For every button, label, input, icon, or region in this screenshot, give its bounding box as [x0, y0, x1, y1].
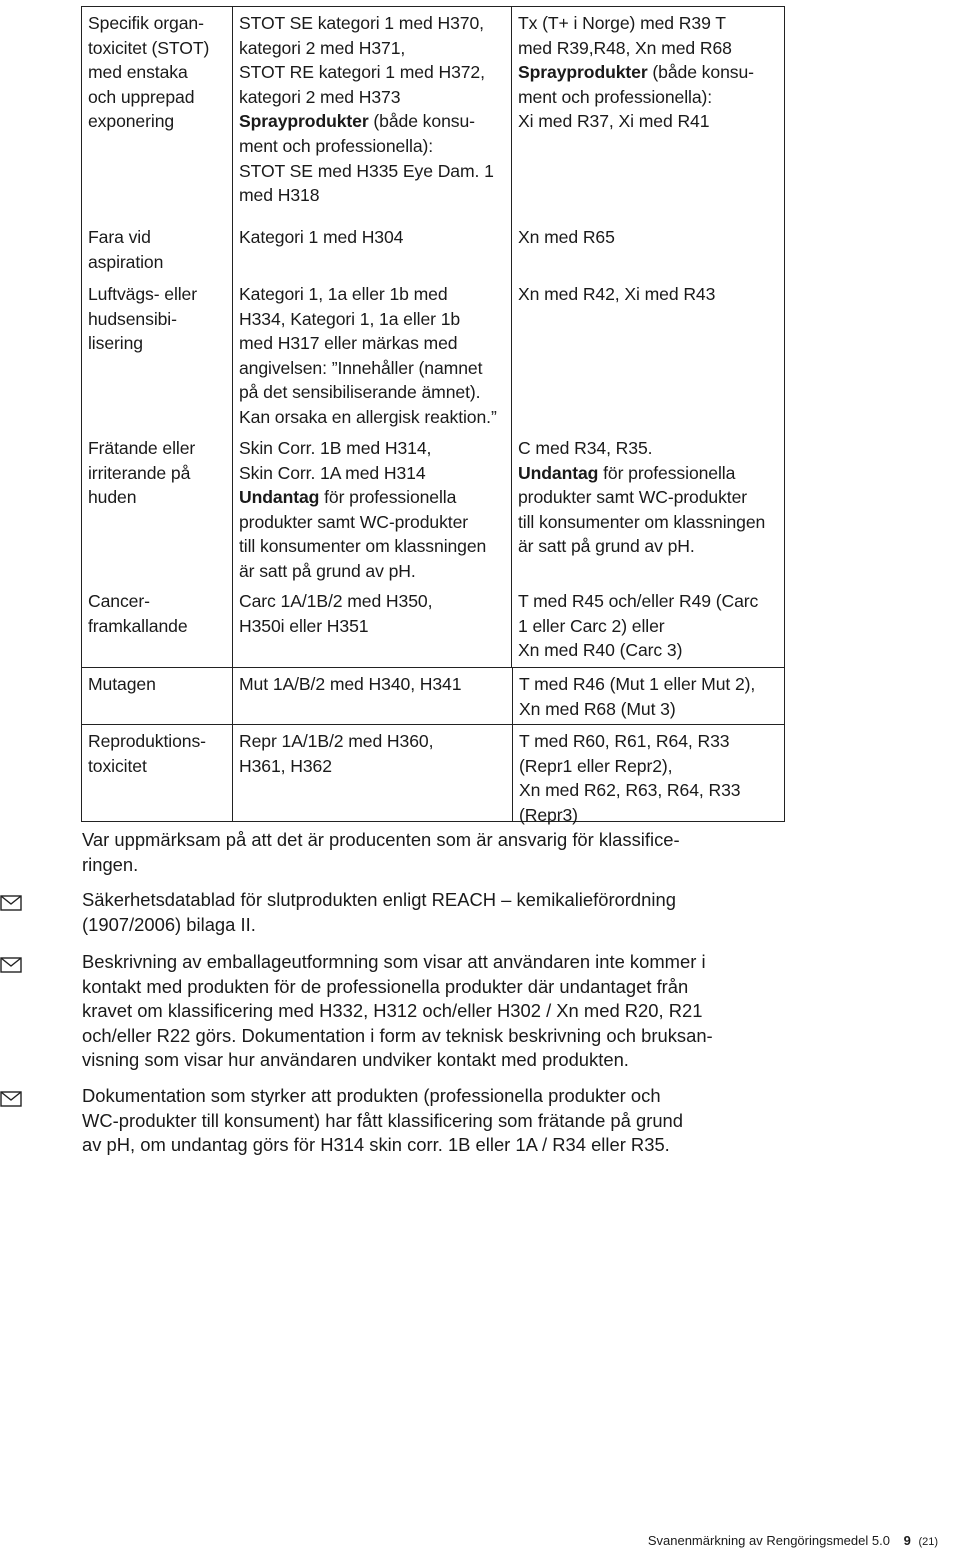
table-row — [82, 724, 784, 825]
envelope-icon — [0, 1091, 22, 1107]
hazard-label — [82, 221, 232, 278]
text-line: Specifik organ- — [88, 13, 204, 33]
page-total: (21) — [918, 1536, 938, 1548]
text-line: Kategori 1 med H304 — [239, 227, 404, 247]
document-requirement — [82, 888, 762, 937]
text-line: angivelsen: ”Innehåller (namnet — [239, 357, 483, 378]
clp-classification — [232, 725, 512, 821]
text-line: ment och professionella): — [239, 135, 434, 156]
table-row — [82, 432, 784, 585]
text-line: Kategori 1, 1a eller 1b med — [239, 284, 448, 304]
text-line: är satt på grund av pH. — [518, 536, 695, 557]
hazard-label — [82, 278, 232, 432]
dsd-classification — [512, 668, 783, 724]
dsd-classification — [512, 278, 783, 432]
clp-classification — [232, 7, 512, 221]
requirement-line: visning som visar hur användaren undviker kontakt med produkten. — [82, 1049, 629, 1071]
text-line: Xn med R65 — [518, 227, 615, 247]
text-line: produkter samt WC-produkter — [239, 511, 469, 532]
text-line: Xn med R68 (Mut 3) — [519, 698, 676, 719]
text-line: Mut 1A/B/2 med H340, H341 — [239, 674, 462, 694]
clp-classification — [232, 278, 512, 432]
text-line: Reproduktions- — [88, 731, 206, 751]
hazard-label — [82, 7, 232, 221]
text-line: med enstaka — [88, 62, 188, 83]
table-row — [82, 667, 784, 724]
dsd-classification — [512, 7, 783, 221]
text-line: Xn med R40 (Carc 3) — [518, 640, 683, 661]
text-line: toxicitet (STOT) — [88, 37, 210, 58]
text-line: H350i eller H351 — [239, 615, 369, 636]
text-line: och upprepad — [88, 86, 195, 107]
classification-table — [81, 6, 785, 825]
requirement-line: kravet om klassificering med H332, H312 och/eller H302 / Xn med R20, R21 — [82, 1000, 703, 1022]
text-line: Sprayprodukter (både konsu- — [518, 62, 754, 83]
text-line: STOT RE kategori 1 med H372, — [239, 62, 485, 83]
note-line: Var uppmärksam på att det är producenten som är ansvarig för klassifice- — [82, 829, 680, 850]
text-line: lisering — [88, 333, 143, 354]
dsd-classification — [512, 221, 783, 278]
text-line: aspiration — [88, 251, 164, 272]
dsd-classification — [512, 585, 783, 667]
text-line: till konsumenter om klassningen — [239, 536, 487, 557]
hazard-label — [82, 585, 232, 667]
text-line: Undantag för professionella — [239, 487, 457, 508]
footer-title: Svanenmärkning av Rengöringsmedel — [647, 1533, 869, 1548]
text-line: Tx (T+ i Norge) med R39 T — [518, 13, 726, 33]
text-line: Undantag för professionella — [518, 462, 736, 483]
hazard-label — [82, 725, 232, 821]
requirement-line: (1907/2006) bilaga II. — [82, 913, 256, 935]
text-line: ment och professionella): — [518, 86, 713, 107]
text-line: 1 eller Carc 2) eller — [518, 615, 665, 636]
clp-classification — [232, 585, 512, 667]
text-line: Cancer- — [88, 591, 150, 611]
page-number: 9 — [903, 1533, 911, 1548]
producer-note — [82, 828, 762, 877]
table-row — [82, 221, 784, 278]
text-line: (Repr1 eller Repr2), — [519, 755, 673, 776]
text-line: är satt på grund av pH. — [239, 560, 416, 581]
document-requirement — [82, 1084, 762, 1158]
document-requirement — [82, 950, 762, 1073]
text-line: T med R45 och/eller R49 (Carc — [518, 591, 759, 611]
envelope-icon — [0, 957, 22, 973]
text-line: framkallande — [88, 615, 188, 636]
text-line: STOT SE med H335 Eye Dam. 1 — [239, 160, 494, 181]
text-line: kategori 2 med H373 — [239, 86, 401, 107]
requirement-line: och/eller R22 görs. Dokumentation i form av teknisk beskrivning och bruksan- — [82, 1024, 713, 1046]
table-row — [82, 585, 784, 667]
requirement-line: kontakt med produkten för de professionella produkter där undantaget från — [82, 975, 689, 997]
clp-classification — [232, 668, 512, 724]
text-line: toxicitet — [88, 755, 147, 776]
text-line: H361, H362 — [239, 755, 332, 776]
text-line: med H317 eller märkas med — [239, 333, 458, 354]
requirement-line: Dokumentation som styrker att produkten (professionella produkter och — [82, 1085, 661, 1106]
text-line: H334, Kategori 1, 1a eller 1b — [239, 308, 461, 329]
text-line: Repr 1A/1B/2 med H360, — [239, 731, 434, 751]
requirement-line: Beskrivning av emballageutformning som visar att användaren inte kommer i — [82, 951, 706, 972]
text-line: irriterande på — [88, 462, 191, 483]
text-line: Mutagen — [88, 674, 156, 694]
clp-classification — [232, 432, 512, 585]
text-line: till konsumenter om klassningen — [518, 511, 766, 532]
text-line: T med R60, R61, R64, R33 — [519, 731, 730, 751]
text-line: huden — [88, 487, 137, 508]
note-line: ringen. — [82, 853, 139, 875]
text-line: Frätande eller — [88, 438, 196, 458]
footer-version: 5.0 — [871, 1533, 890, 1548]
text-line: STOT SE kategori 1 med H370, — [239, 13, 484, 33]
page-footer — [648, 1533, 938, 1548]
text-line: Carc 1A/1B/2 med H350, — [239, 591, 433, 611]
requirement-line: av pH, om undantag görs för H314 skin corr. 1B eller 1A / R34 eller R35. — [82, 1134, 670, 1156]
text-line: Fara vid — [88, 227, 151, 247]
text-line: på det sensibiliserande ämnet). — [239, 382, 481, 403]
envelope-icon — [0, 895, 22, 911]
text-line: T med R46 (Mut 1 eller Mut 2), — [519, 674, 756, 694]
dsd-classification — [512, 725, 783, 825]
requirement-line: Säkerhetsdatablad för slutprodukten enligt REACH – kemikalieförordning — [82, 889, 676, 910]
dsd-classification — [512, 432, 783, 585]
hazard-label — [82, 432, 232, 585]
text-line: Skin Corr. 1B med H314, — [239, 438, 432, 458]
text-line: hudsensibi- — [88, 308, 177, 329]
text-line: med H318 — [239, 185, 320, 206]
text-line: C med R34, R35. — [518, 438, 653, 458]
text-line: Luftvägs- eller — [88, 284, 198, 304]
text-line: Skin Corr. 1A med H314 — [239, 462, 426, 483]
requirement-line: WC-produkter till konsument) har fått klassificering som frätande på grund — [82, 1109, 684, 1131]
text-line: exponering — [88, 111, 175, 132]
text-line: med R39,R48, Xn med R68 — [518, 37, 732, 58]
text-line: Xi med R37, Xi med R41 — [518, 111, 710, 132]
text-line: Xn med R62, R63, R64, R33 — [519, 780, 741, 801]
text-line: (Repr3) — [519, 804, 578, 825]
text-line: produkter samt WC-produkter — [518, 487, 748, 508]
text-line: Xn med R42, Xi med R43 — [518, 284, 716, 304]
table-row — [82, 7, 784, 221]
text-line: kategori 2 med H371, — [239, 37, 406, 58]
text-line: Kan orsaka en allergisk reaktion.” — [239, 406, 497, 427]
hazard-label — [82, 668, 232, 724]
text-line: Sprayprodukter (både konsu- — [239, 111, 475, 132]
clp-classification — [232, 221, 512, 278]
table-row — [82, 278, 784, 432]
